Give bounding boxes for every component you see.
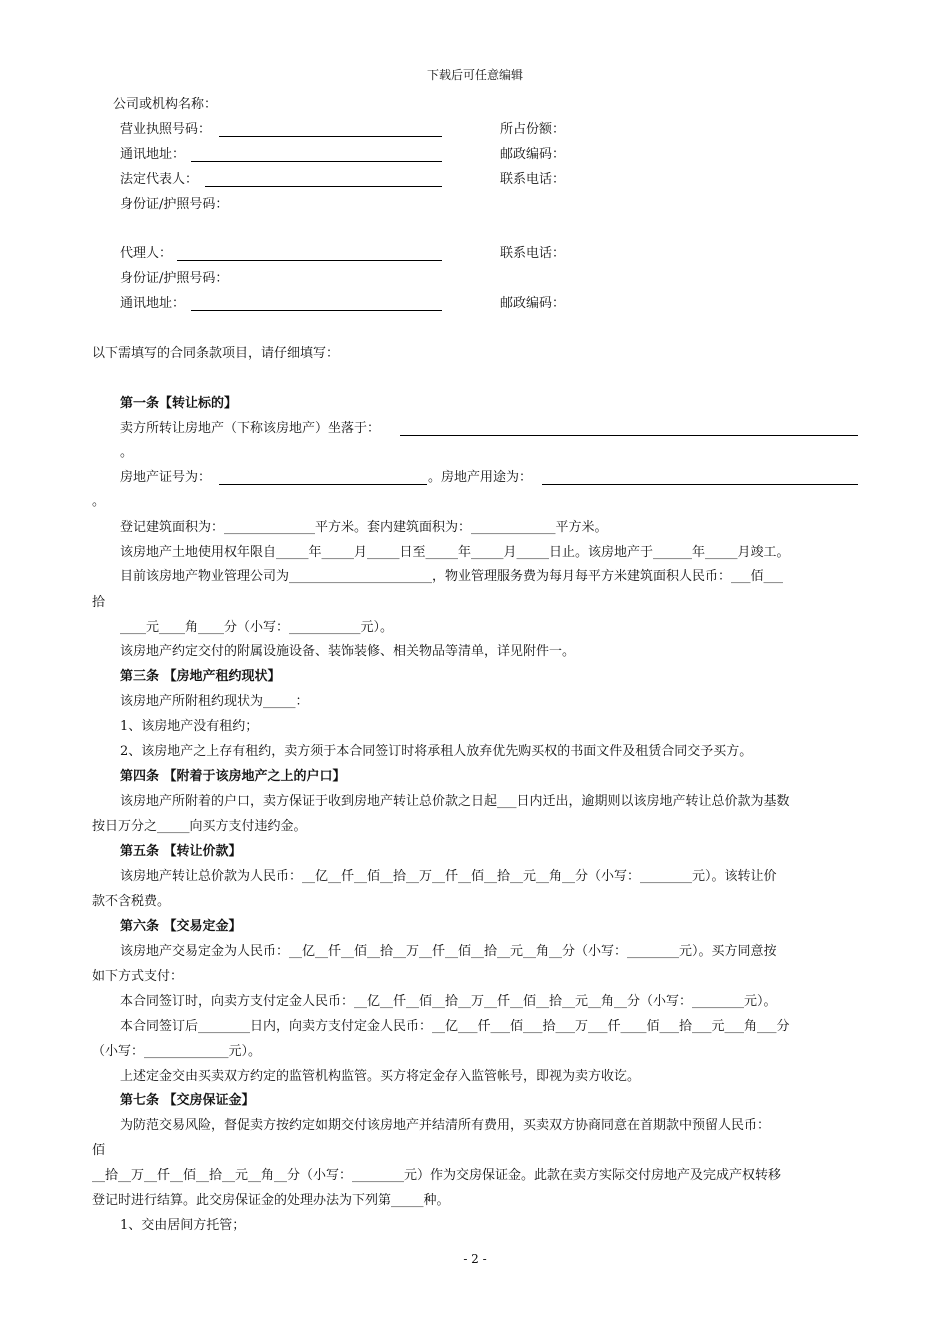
article-5-line-1: 该房地产转让总价款为人民币：__亿__仟__佰__拾__万__仟__佰__拾__元__角__分（小写：________元）。该转让价 [120, 869, 777, 884]
address-label-1: 通讯地址： [120, 147, 186, 162]
article-6-line-5: （小写：_____________元）。 [92, 1044, 262, 1059]
article-3-line-2: 1、该房地产没有租约； [120, 719, 259, 734]
article-1-line-5: 目前该房地产物业管理公司为______________________，物业管理服务费为每月每平方米建筑面积人民币：___佰___ [120, 569, 784, 584]
article-4-line-1: 该房地产所附着的户口，卖方保证于收到房地产转让总价款之日起___日内迁出，逾期则以该房地产转让总价款为基数 [120, 794, 790, 809]
article-3-title: 第三条 【房地产租约现状】 [120, 669, 281, 684]
article-7-line-3: __拾__万__仟__佰__拾__元__角__分（小写：________元）作为交房保证金。此款在卖方实际交付房地产及完成产权转移 [92, 1168, 782, 1183]
article-7-line-4: 登记时进行结算。此交房保证金的处理办法为下列第_____种。 [92, 1193, 450, 1208]
phone-label-2: 联系电话： [500, 246, 566, 261]
agent-label: 代理人： [120, 246, 173, 261]
article-1-line-6: 拾 [92, 595, 106, 610]
address-blank-2[interactable] [191, 310, 442, 311]
article-6-title: 第六条 【交易定金】 [120, 919, 242, 934]
company-name-label: 公司或机构名称： [113, 97, 218, 112]
article-1-line-4: 该房地产土地使用权年限自_____年_____月_____日至_____年_____月_____日止。该房地产于______年_____月竣工。 [120, 545, 790, 560]
article-6-line-6: 上述定金交由买卖双方约定的监管机构监管。买方将定金存入监管帐号，即视为卖方收讫。 [120, 1069, 641, 1084]
article-4-title: 第四条 【附着于该房地产之上的户口】 [120, 769, 346, 784]
location-blank[interactable] [400, 435, 858, 436]
article-7-line-2: 佰 [92, 1143, 106, 1158]
article-1-line-8: 该房地产约定交付的附属设施设备、装饰装修、相关物品等清单，详见附件一。 [120, 644, 576, 659]
article-6-line-3: 本合同签订时，向卖方支付定金人民币：__亿__仟__佰__拾__万__仟__佰__拾__元__角__分（小写：________元）。 [120, 994, 777, 1009]
article-7-line-5: 1、交由居间方托管； [120, 1218, 246, 1233]
article-7-title: 第七条 【交房保证金】 [120, 1093, 255, 1108]
article-1-line-7: ____元____角____分（小写：___________元）。 [120, 620, 394, 635]
license-no-blank[interactable] [219, 136, 442, 137]
article-1-line-2b: 。房地产用途为： [428, 470, 533, 485]
legal-rep-blank[interactable] [205, 186, 442, 187]
article-1-line-3: 登记建筑面积为：______________平方米。套内建筑面积为：_____________平方米。 [120, 520, 608, 535]
article-5-line-2: 款不含税费。 [92, 894, 171, 909]
article-1-line-2-end: 。 [92, 494, 106, 509]
article-6-line-2: 如下方式支付： [92, 969, 184, 984]
id-label-1: 身份证/护照号码： [120, 197, 229, 212]
agent-blank[interactable] [177, 260, 442, 261]
id-label-2: 身份证/护照号码： [120, 271, 229, 286]
article-1-line-1: 卖方所转让房地产（下称该房地产）坐落于： [120, 421, 381, 436]
article-5-title: 第五条 【转让价款】 [120, 844, 242, 859]
article-4-line-2: 按日万分之_____向买方支付违约金。 [92, 819, 307, 834]
article-1-line-1-end: 。 [120, 445, 134, 460]
article-1-title: 第一条【转让标的】 [120, 396, 238, 411]
article-6-line-4: 本合同签订后________日内，向卖方支付定金人民币：__亿___仟___佰___拾___万___仟____佰___拾___元___角___分 [120, 1019, 790, 1034]
legal-rep-label: 法定代表人： [120, 172, 199, 187]
article-3-line-3: 2、该房地产之上存有租约，卖方须于本合同签订时将承租人放弃优先购买权的书面文件及租赁合同交予买方。 [120, 744, 753, 759]
share-label: 所占份额： [500, 122, 566, 137]
cert-no-blank[interactable] [219, 484, 427, 485]
phone-label-1: 联系电话： [500, 172, 566, 187]
postcode-label-1: 邮政编码： [500, 147, 566, 162]
address-blank-1[interactable] [191, 161, 442, 162]
license-no-label: 营业执照号码： [120, 122, 212, 137]
article-6-line-1: 该房地产交易定金为人民币：__亿__仟__佰__拾__万__仟__佰__拾__元__角__分（小写：________元）。买方同意按 [120, 944, 777, 959]
usage-blank[interactable] [542, 484, 858, 485]
postcode-label-2: 邮政编码： [500, 296, 566, 311]
page-header-note: 下载后可任意编辑 [426, 68, 523, 82]
article-1-line-2a: 房地产证号为： [120, 470, 212, 485]
intro-text: 以下需填写的合同条款项目，请仔细填写： [92, 346, 340, 361]
address-label-2: 通讯地址： [120, 296, 186, 311]
article-3-line-1: 该房地产所附租约现状为_____： [120, 694, 309, 709]
article-7-line-1: 为防范交易风险，督促卖方按约定如期交付该房地产并结清所有费用，买卖双方协商同意在首期款中预留人民币： [120, 1118, 771, 1133]
page-number: - 2 - [463, 1252, 487, 1266]
